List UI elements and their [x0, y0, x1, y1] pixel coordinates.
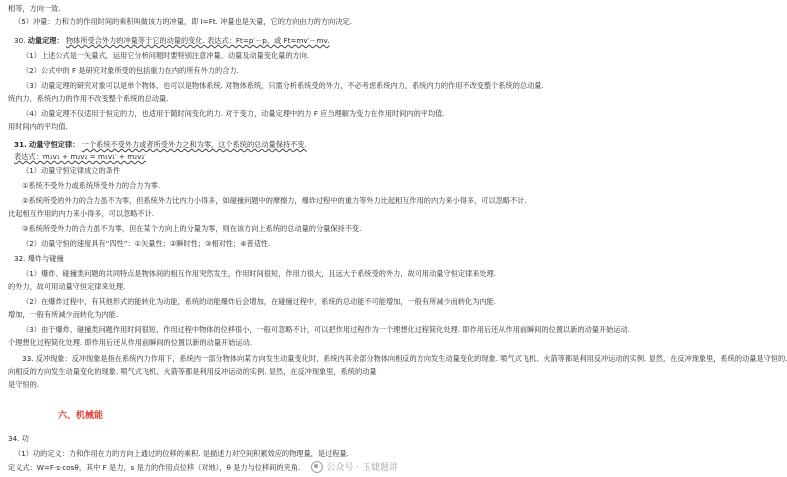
text-line-32-2: （2）在爆炸过程中，有其他形式的能转化为动能，系统的动能爆炸后会增加，在碰撞过程中，系统的总动能不可能增加，一般有所减少而转化为内能.	[22, 297, 497, 306]
section-30-definition: 物体所受合外力的冲量等于它的动量的变化. 表达式：Ft=p′－p，或 Ft=mv′－mv.	[65, 36, 330, 45]
wechat-icon	[311, 461, 323, 473]
chapter-heading: 六、机械能	[58, 411, 104, 421]
section-32-title: 32. 爆炸与碰撞	[14, 254, 64, 263]
text-line-30-2: （2）公式中的 F 是研究对象所受的包括重力在内的所有外力的合力.	[22, 66, 239, 75]
text-line-31-4: ③系统所受外力的合力虽不为零，但在某个方向上的分量为零，则在该方向上系统的总动量的分量保持不变.	[22, 224, 362, 233]
section-34-title: 34. 功	[8, 434, 29, 443]
section-30-number: 30.	[14, 36, 26, 45]
text-line-31-3b: 比起相互作用的内力来小得多，可以忽略不计.	[8, 209, 155, 218]
section-31-number: 31.	[14, 140, 27, 149]
text-line-33: 33. 反冲现象：反冲现象是指在系统内力作用下，系统内一部分物体向某方向发生动量变化时，系统内其余部分物体向相反的方向发生动量变化的现象. 喷气式飞机、火箭等都是利用反冲运动的实例. 显然，在反冲现象里，系统的动量是守恒的.	[22, 354, 787, 363]
text-line-32-1b: 的外力，故可用动量守恒定律来处理.	[8, 282, 126, 291]
text-line-30-3: （3）动量定理的研究对象可以是单个物体，也可以是物体系统. 对物体系统，只需分析系统受的外力，不必考虑系统内力，系统内力的作用不改变整个系统的总动量.	[22, 81, 544, 90]
text-line-1: 相等，方向一致.	[8, 4, 61, 13]
text-line-34-2: 定义式：W=F·s·cosθ，其中 F 是力，s 是力的作用点位移（对地），θ 是力与位移间的夹角.	[8, 463, 301, 472]
text-line-33c: 是守恒的.	[8, 380, 40, 389]
text-line-31-2: ①系统不受外力或系统所受外力的合力为零.	[22, 181, 161, 190]
watermark	[311, 460, 398, 473]
text-line-32-3: （3）由于爆炸、碰撞类问题作用时间很短，作用过程中物体的位移很小，一般可忽略不计，可以把作用过程作为一个理想化过程简化处理. 即作用后还从作用前瞬间的位置以新的动量开始运动.	[22, 325, 630, 334]
formula-31-text: 表达式：m₁v₁ + m₂v₂ = m₁v₁′ + m₂v₂′	[14, 152, 146, 161]
text-line-2: （5）冲量：力和力的作用时间的乘积叫做该力的冲量，即 I=Ft. 冲量也是矢量，它的方向由力的方向决定.	[14, 17, 352, 26]
text-line-30-3b: 统内力，系统内力的作用不改变整个系统的总动量.	[8, 94, 169, 103]
watermark-text: 公众号 · 玉婕题讲	[326, 463, 398, 473]
text-line-31-3: ②系统所受的外力的合力虽不为零，但系统外力比内力小得多，如碰撞问题中的摩擦力，爆炸过程中的重力等外力比起相互作用的内力来小得多，可以忽略不计.	[22, 196, 527, 205]
text-line-32-1: （1）爆炸、碰撞类问题的共同特点是物体间的相互作用突然发生，作用时间很短，作用力很大，且远大于系统受的外力，故可用动量守恒定律来处理.	[22, 269, 497, 278]
section-31-definition: 一个系统不受外力或者所受外力之和为零，这个系统的总动量保持不变.	[81, 140, 307, 149]
text-line-34-1: （1）功的定义：力和作用在力的方向上通过的位移的乘积. 是描述力对空间积累效应的物理量，是过程量.	[14, 449, 349, 458]
text-line-32-3b: 个理想化过程简化处理. 即作用后还从作用前瞬间的位置以新的动量开始运动.	[8, 338, 253, 347]
text-line-30-4: （4）动量定理不仅适用于恒定的力，也适用于随时间变化的力. 对于变力，动量定理中的力 F 应当理解为变力在作用时间内的平均值.	[22, 109, 445, 118]
section-31-title: 动量守恒定律：	[29, 140, 80, 149]
text-line-31-1: （1）动量守恒定律成立的条件	[22, 166, 121, 175]
section-30	[14, 36, 404, 45]
text-line-31-5: （2）动量守恒的速度具有“四性”：①矢量性；②瞬时性；③相对性；④普适性.	[22, 239, 271, 248]
text-line-30-1: （1）上述公式是一矢量式，运用它分析问题时要特别注意冲量、动量及动量变化量的方向.	[22, 51, 310, 60]
text-line-33b: 向相反的方向发生动量变化的现象. 喷气式飞机、火箭等都是利用反冲运动的实例. 显然，在反冲现象里，系统的动量	[8, 367, 377, 376]
section-31	[14, 140, 404, 149]
section-30-title: 动量定理：	[27, 36, 64, 45]
text-line-32-2b: 增加，一般有所减少而转化为内能.	[8, 310, 119, 319]
text-line-30-4b: 用时间内的平均值.	[8, 122, 68, 131]
formula-31	[14, 152, 404, 161]
